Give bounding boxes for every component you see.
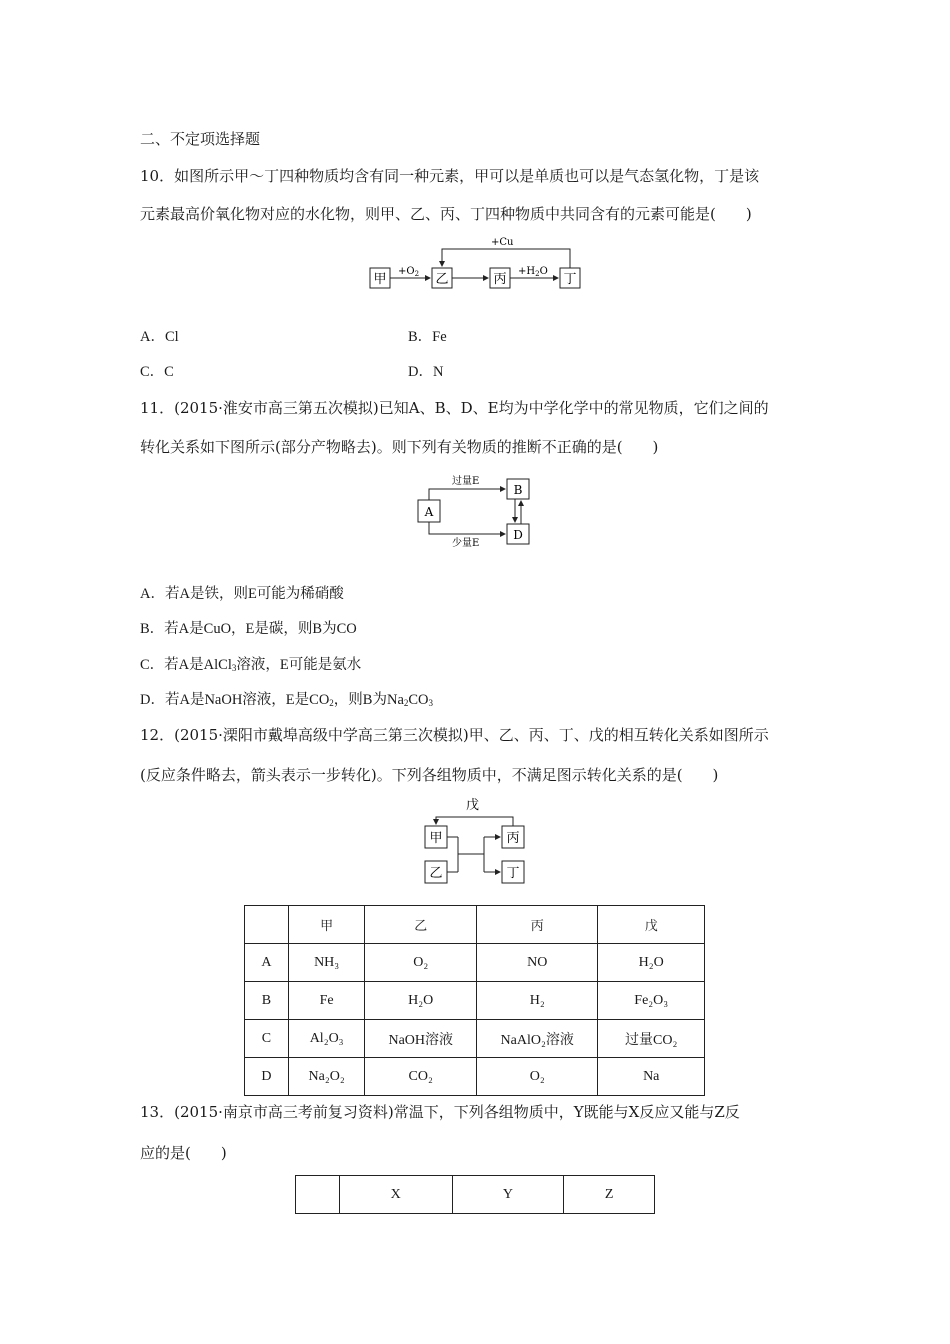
table-cell: H₂O [365,982,476,1020]
table-cell: 过量CO₂ [598,1020,705,1058]
table-header-cell: 丙 [476,906,597,944]
table-header-cell: Y [452,1176,564,1214]
table-row [245,1020,705,1058]
q10-box-ding-label: 丁 [563,272,577,287]
q12-table [244,905,705,1096]
q10-label-o2: $+O_2$ [398,266,420,278]
q12-box-ding-label: 丁 [506,866,520,881]
q13-line1: 13．(2015·南京市高三考前复习资料)常温下，下列各组物质中，Y既能与X反应又能与Z反 [140,1103,740,1121]
table-cell: C [245,1020,289,1058]
table-cell: Na₂O₂ [288,1058,365,1096]
table-row [245,944,705,982]
q10-label-cu: +Cu [491,237,514,248]
q10-option-d: D．N [408,364,444,380]
table-cell: H₂O [598,944,705,982]
q10-line1: 10．如图所示甲～丁四种物质均含有同一种元素，甲可以是单质也可以是气态氢化物，丁是该 [140,167,760,185]
table-header-cell: 戊 [598,906,705,944]
q10-box-yi-label: 乙 [435,272,449,287]
table-cell: A [245,944,289,982]
table-header-row [296,1176,655,1214]
q10-box-bing-label: 丙 [493,272,507,287]
section-title: 二、不定项选择题 [140,130,261,148]
q12-line2: (反应条件略去，箭头表示一步转化)。下列各组物质中，不满足图示转化关系的是( ) [140,766,719,784]
table-cell: NO [476,944,597,982]
q10-label-h2o: $+H_2O$ [518,266,548,278]
q12-label-top: 戊 [466,798,480,813]
table-cell: H₂ [476,982,597,1020]
table-cell: NaAlO₂溶液 [476,1020,597,1058]
q13-line2: 应的是( ) [140,1144,227,1162]
q10-diagram [360,232,590,294]
table-header-cell: 乙 [365,906,476,944]
q12-box-bing-label: 丙 [506,831,520,846]
q10-option-c: C．C [140,364,174,380]
q11-option-b: B．若A是CuO，E是碳，则B为CO [140,621,357,637]
table-row [245,982,705,1020]
table-cell: NH₃ [288,944,365,982]
table-header-cell: 甲 [288,906,365,944]
table-cell: Fe₂O₃ [598,982,705,1020]
q11-option-c: C．若A是AlCl$_3$溶液，E可能是氨水 [140,657,362,673]
q10-line2: 元素最高价氧化物对应的水化物，则甲、乙、丙、丁四种物质中共同含有的元素可能是( ) [140,205,752,223]
table-header-cell [245,906,289,944]
table-row [245,1058,705,1096]
q10-box-jia-label: 甲 [373,272,387,287]
table-cell: NaOH溶液 [365,1020,476,1058]
q11-line1: 11．(2015·淮安市高三第五次模拟)已知A、B、D、E均为中学化学中的常见物质，它们之间的 [140,399,769,417]
q11-diagram [410,468,540,550]
q10-option-b: B．Fe [408,329,447,345]
table-header-cell: Z [564,1176,655,1214]
table-header-row [245,906,705,944]
q11-label-top: 过量E [452,476,480,487]
table-cell: D [245,1058,289,1096]
q12-box-yi-label: 乙 [429,866,443,881]
q12-line1: 12．(2015·溧阳市戴埠高级中学高三第三次模拟)甲、乙、丙、丁、戊的相互转化关系如图所示 [140,726,769,744]
q10-option-a: A．Cl [140,329,179,345]
q11-line2: 转化关系如下图所示(部分产物略去)。则下列有关物质的推断不正确的是( ) [140,438,659,456]
q11-option-d: D．若A是NaOH溶液，E是$CO_2$，则B为$Na_2CO_3$ [140,692,434,708]
table-cell: B [245,982,289,1020]
q11-box-a-label: A [424,505,434,519]
q12-box-jia-label: 甲 [429,831,443,846]
table-cell: Al₂O₃ [288,1020,365,1058]
table-header-cell [296,1176,340,1214]
table-cell: Fe [288,982,365,1020]
q12-diagram [418,795,538,887]
q11-option-a: A．若A是铁，则E可能为稀硝酸 [140,586,344,602]
table-cell: Na [598,1058,705,1096]
table-cell: O₂ [365,944,476,982]
q11-label-bottom: 少量E [452,538,480,549]
q11-box-d-label: D [513,528,523,542]
table-header-cell: X [339,1176,452,1214]
q13-table [295,1175,655,1214]
q11-box-b-label: B [513,483,523,497]
table-cell: CO₂ [365,1058,476,1096]
table-cell: O₂ [476,1058,597,1096]
